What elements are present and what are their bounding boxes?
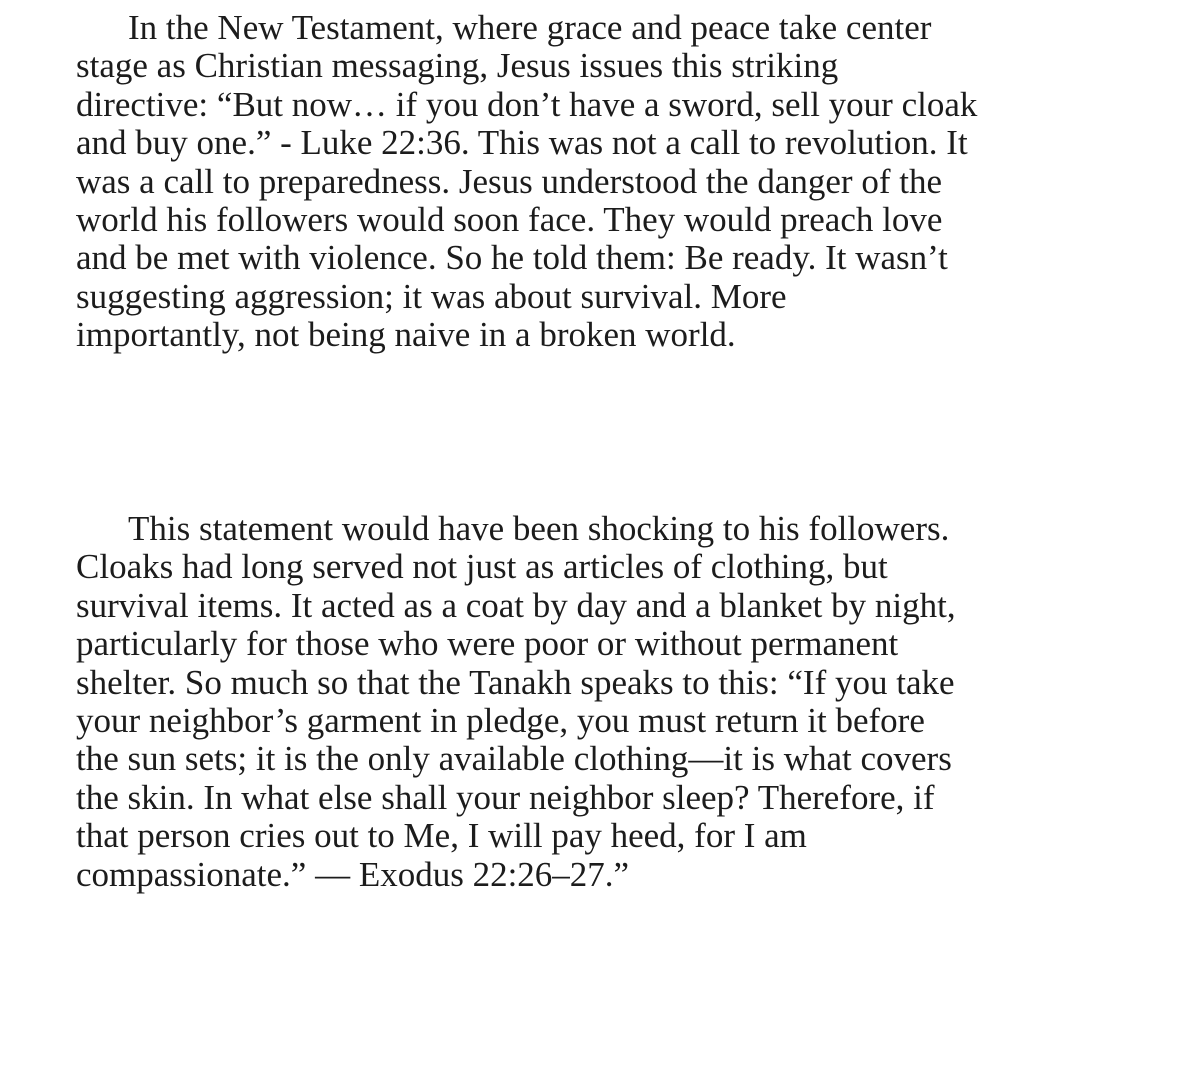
text-line: and be met with violence. So he told them: Be ready. It wasn’t	[76, 238, 948, 278]
text-line: compassionate.” — Exodus 22:26–27.”	[76, 854, 630, 894]
text-line: world his followers would soon face. They would preach love	[76, 199, 943, 239]
paragraph-luke-sword	[76, 9, 977, 355]
paragraph-cloak-exodus	[76, 510, 956, 894]
text-line: the skin. In what else shall your neighbor sleep? Therefore, if	[76, 777, 935, 817]
text-line: particularly for those who were poor or without permanent	[76, 624, 899, 664]
text-line: that person cries out to Me, I will pay heed, for I am	[76, 816, 807, 856]
text-line: and buy one.” - Luke 22:36. This was not a call to revolution. It	[76, 123, 968, 163]
text-line: directive: “But now… if you don’t have a sword, sell your cloak	[76, 84, 978, 124]
text-line: stage as Christian messaging, Jesus issues this striking	[76, 46, 839, 86]
text-line: This statement would have been shocking to his followers.	[128, 509, 950, 548]
text-line: In the New Testament, where grace and peace take center	[128, 8, 932, 47]
text-line: was a call to preparedness. Jesus understood the danger of the	[76, 161, 942, 201]
text-line: the sun sets; it is the only available clothing—it is what covers	[76, 739, 952, 779]
text-line: importantly, not being naive in a broken world.	[76, 315, 736, 355]
text-line: survival items. It acted as a coat by day and a blanket by night,	[76, 585, 956, 625]
text-line: shelter. So much so that the Tanakh speaks to this: “If you take	[76, 662, 955, 702]
text-line: suggesting aggression; it was about survival. More	[76, 276, 787, 316]
text-line: your neighbor’s garment in pledge, you must return it before	[76, 700, 925, 740]
text-line: Cloaks had long served not just as articles of clothing, but	[76, 547, 888, 587]
